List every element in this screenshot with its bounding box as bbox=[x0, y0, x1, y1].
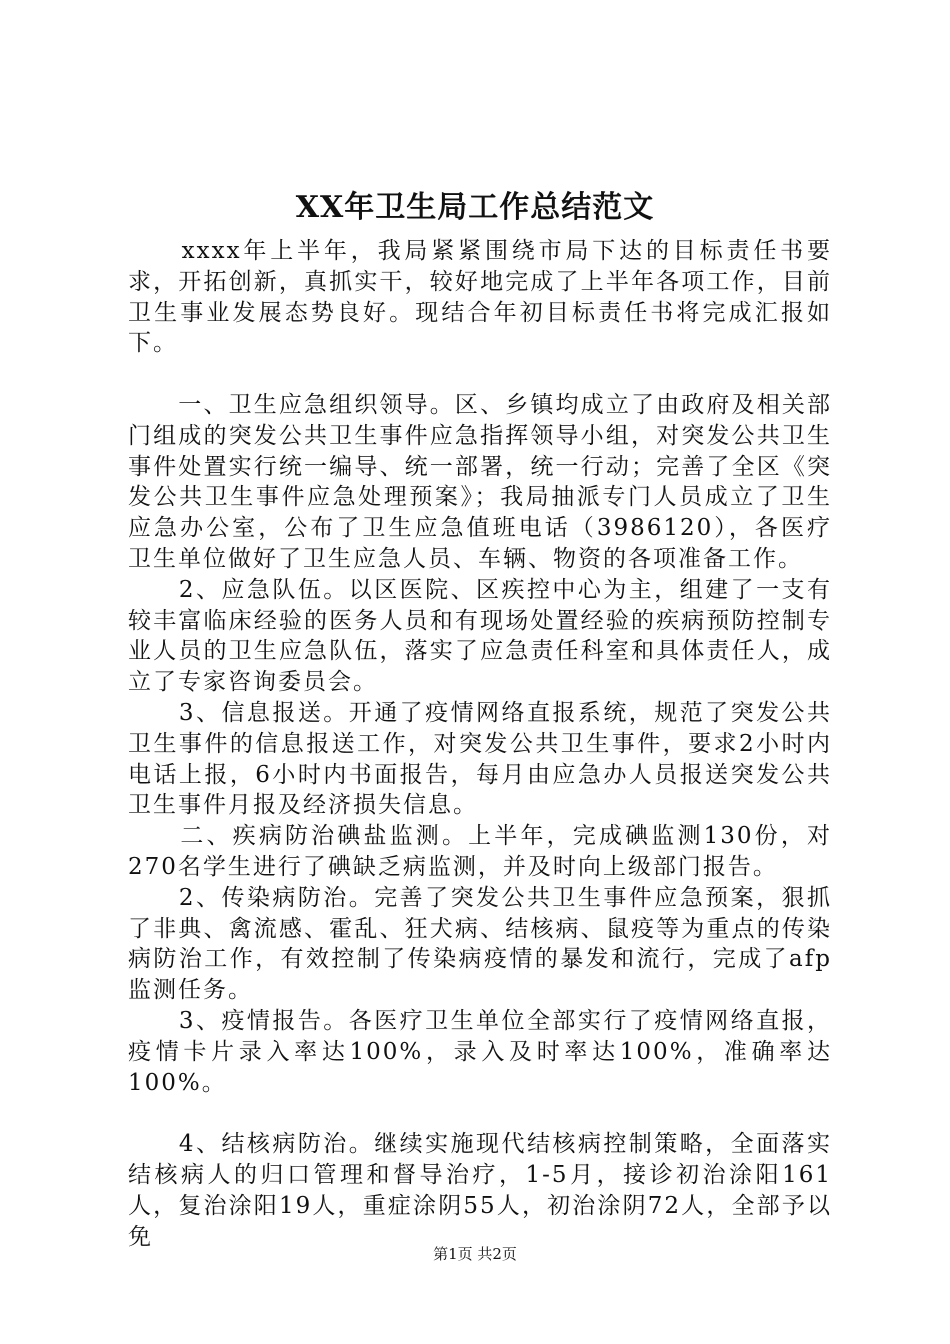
page-footer: 第1页 共2页 bbox=[433, 1245, 517, 1263]
document-body bbox=[128, 236, 832, 1252]
paragraph-intro: xxxx年上半年，我局紧紧围绕市局下达的目标责任书要求，开拓创新，真抓实干，较好地完成了上半年各项工作，目前卫生事业发展态势良好。现结合年初目标责任书将完成汇报如下。 bbox=[128, 238, 832, 357]
paragraph-emergency-organization: 一、卫生应急组织领导。区、乡镇均成立了由政府及相关部门组成的突发公共卫生事件应急指挥领导小组，对突发公共卫生事件处置实行统一编导、统一部署，统一行动；完善了全区《突发公共卫生事件应急处理预案》；我局抽派专门人员成立了卫生应急办公室，公布了卫生应急值班电话（3986120），各医疗卫生单位做好了卫生应急人员、车辆、物资的各项准备工作。 bbox=[128, 391, 832, 572]
paragraph-epidemic-report: 3、疫情报告。各医疗卫生单位全部实行了疫情网络直报，疫情卡片录入率达100%，录入及时率达100%，准确率达100%。 bbox=[128, 1007, 832, 1096]
paragraph-tuberculosis: 4、结核病防治。继续实施现代结核病控制策略，全面落实结核病人的归口管理和督导治疗，1-5月，接诊初治涂阳161人，复治涂阳19人，重症涂阴55人，初治涂阴72人，全部予以免 bbox=[128, 1131, 832, 1250]
paragraph-emergency-team: 2、应急队伍。以区医院、区疾控中心为主，组建了一支有较丰富临床经验的医务人员和有现场处置经验的疾病预防控制专业人员的卫生应急队伍，落实了应急责任科室和具体责任人，成立了专家咨询委员会。 bbox=[128, 576, 832, 696]
paragraph-iodized-salt-monitoring: 二、疾病防治碘盐监测。上半年，完成碘监测130份，对270名学生进行了碘缺乏病监测，并及时向上级部门报告。 bbox=[128, 823, 832, 880]
paragraph-infectious-disease: 2、传染病防治。完善了突发公共卫生事件应急预案，狠抓了非典、禽流感、霍乱、狂犬病、结核病、鼠疫等为重点的传染病防治工作，有效控制了传染病疫情的暴发和流行，完成了afp监测任务。 bbox=[128, 884, 832, 1004]
paragraph-gap bbox=[128, 359, 832, 390]
paragraph-gap bbox=[128, 1098, 832, 1129]
paragraph-information-reporting: 3、信息报送。开通了疫情网络直报系统，规范了突发公共卫生事件的信息报送工作，对突发公共卫生事件，要求2小时内电话上报，6小时内书面报告，每月由应急办人员报送突发公共卫生事件月报及经济损失信息。 bbox=[128, 699, 832, 819]
document-title: XX年卫生局工作总结范文 bbox=[295, 190, 655, 225]
